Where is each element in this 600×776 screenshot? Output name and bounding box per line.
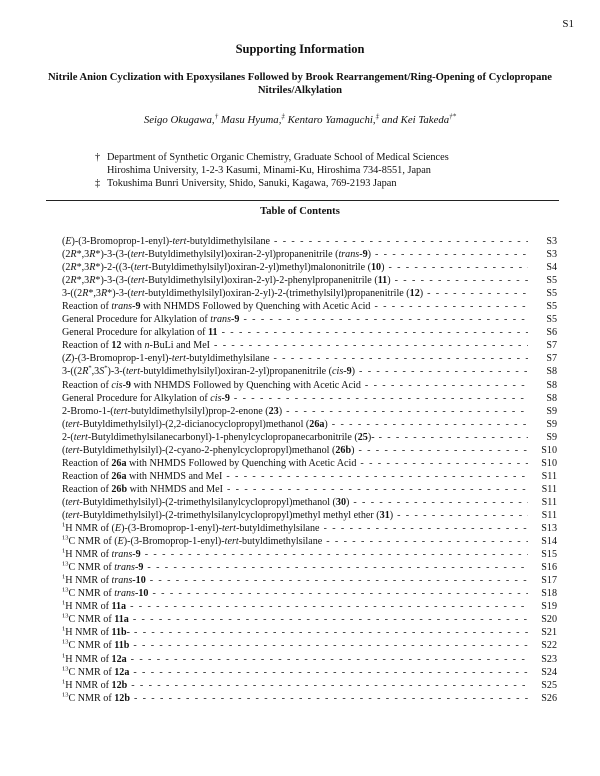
toc-entry-page: S21 — [541, 627, 557, 639]
toc-entry-label: General Procedure for alkylation of 11 — [62, 327, 218, 339]
toc-entry — [62, 418, 557, 431]
toc-entry-page: S13 — [541, 523, 557, 535]
toc-leader — [332, 418, 528, 431]
toc-entry-label: (Z)-(3-Bromoprop-1-enyl)-tert-butyldimethylsilane — [62, 353, 270, 365]
toc-leader — [131, 653, 528, 666]
toc-entry-page: S6 — [546, 327, 557, 339]
toc-entry-label: Reaction of cis-9 with NHMDS Followed by Quenching with Acetic Acid — [62, 379, 361, 391]
toc-leader — [358, 444, 528, 457]
toc-entry-label: $^{13}$C NMR of 12b — [62, 691, 130, 704]
toc-entry — [62, 679, 557, 692]
toc-leader — [274, 235, 528, 248]
toc-entry — [62, 587, 557, 600]
toc-entry-label: General Procedure for Alkylation of trans-9 — [62, 314, 240, 326]
toc-entry-label: $^1$H NMR of 11a — [62, 599, 127, 613]
toc-leader — [395, 274, 528, 287]
toc-entry — [62, 248, 557, 261]
toc-entry — [62, 365, 557, 378]
toc-entry-label: $^{13}$C NMR of 11b — [62, 639, 130, 652]
toc-leader — [427, 287, 528, 300]
toc-entry-label: 3-((2R*,3R*)-3-(tert-butyldimethylsilyl)oxiran-2-yl)-2-(trimethylsilyl)propanenitrile (12) — [62, 288, 424, 300]
toc-entry-page: S17 — [541, 575, 557, 587]
toc-leader — [365, 379, 528, 392]
toc-entry-page: S5 — [546, 288, 557, 300]
toc-leader — [147, 561, 528, 574]
toc-leader — [226, 470, 528, 483]
toc-leader — [286, 405, 528, 418]
toc-entry-label: $^{13}$C NMR of (E)-(3-Bromoprop-1-enyl)-tert-butyldimethylsilane — [62, 534, 323, 548]
toc-entry-label: $^1$H NMR of 12a — [62, 652, 127, 665]
toc-entry-label: (2R*,3R*)-3-(3-(tert-Butyldimethylsilyl)oxiran-2-yl)-2-phenylpropanenitrile (11) — [62, 275, 391, 287]
toc-entry-page: S7 — [546, 353, 557, 365]
toc-entry — [62, 352, 557, 365]
article-title: Nitrile Anion Cyclization with Epoxysilanes Followed by Brook Rearrangement/Ring-Opening of Cyclopropane Nitriles/Alkylation — [47, 72, 552, 96]
toc-entry-page: S10 — [541, 457, 557, 469]
toc-leader — [388, 261, 528, 274]
toc-entry-label: (tert-Butyldimethylsilyl)-(2-trimethylsilanylcyclopropyl)methyl methyl ether (31) — [62, 509, 394, 521]
toc-leader — [397, 509, 528, 522]
toc-entry-page: S18 — [541, 588, 557, 600]
toc-entry-page: S3 — [546, 249, 557, 261]
toc-entry-page: S11 — [541, 496, 557, 508]
toc-entry — [62, 287, 557, 300]
toc-leader — [152, 587, 528, 600]
toc-entry-page: S9 — [546, 405, 557, 417]
toc-entry-page: S5 — [546, 275, 557, 287]
toc-entry-page: S8 — [546, 392, 557, 404]
toc-entry — [62, 483, 557, 496]
toc-entry-page: S10 — [541, 444, 557, 456]
toc-entry — [62, 692, 557, 705]
author: and Kei Takeda†* — [381, 112, 457, 126]
toc-entry-page: S14 — [541, 536, 557, 548]
toc-entry — [62, 457, 557, 470]
toc-leader — [130, 600, 528, 613]
toc-leader — [359, 365, 528, 378]
toc-entry-label: Reaction of 26a with NHMDS and MeI — [62, 470, 223, 482]
affiliation: ‡ Tokushima Bunri University, Shido, Sanuki, Kagawa, 769-2193 Japan — [95, 178, 397, 189]
toc-leader — [214, 339, 528, 352]
toc-entry-label: 3-((2R*,3S*)-3-(tert-butyldimethylsilyl)oxiran-2-yl)propanenitrile (cis-9) — [62, 365, 356, 378]
toc-leader — [133, 666, 528, 679]
toc-entry — [62, 548, 557, 561]
toc-entry — [62, 574, 557, 587]
toc-entry-label: $^1$H NMR of 11b- — [62, 626, 131, 639]
toc-entry-label: (2R*,3R*)-3-(3-(tert-Butyldimethylsilyl)oxiran-2-yl)propanenitrile (trans-9) — [62, 249, 371, 261]
toc-entry — [62, 405, 557, 418]
author: Seigo Okugawa,† — [143, 112, 219, 126]
toc-entry-page: S16 — [541, 562, 557, 574]
toc-entry-label: $^1$H NMR of 12b — [62, 678, 128, 691]
toc-entry-label: 2-(tert-Butyldimethylsilanecarbonyl)-1-phenylcyclopropanecarbonitrile (25)- — [62, 431, 375, 443]
toc-entry-label: Reaction of 12 with n-BuLi and MeI — [62, 340, 211, 352]
toc-leader — [234, 392, 528, 405]
toc-leader — [374, 300, 528, 313]
toc-leader — [243, 313, 528, 326]
toc-entry-page: S23 — [541, 653, 557, 665]
toc-entry — [62, 261, 557, 274]
author-list — [0, 112, 600, 126]
toc-leader — [134, 626, 528, 639]
toc-entry — [62, 639, 557, 652]
toc-entry-page: S24 — [541, 666, 557, 678]
toc-entry — [62, 666, 557, 679]
toc-entry — [62, 613, 557, 626]
toc-entry — [62, 339, 557, 352]
toc-entry-label: $^{13}$C NMR of 11a — [62, 613, 129, 626]
toc-entry — [62, 496, 557, 509]
toc-entry-label: (tert-Butyldimethylsilyl)-(2,2-dicianocyclopropyl)methanol (26a) — [62, 418, 328, 430]
toc-entry-page: S25 — [541, 679, 557, 691]
toc-entry-label: 2-Bromo-1-(tert-butyldimethylsilyl)prop-2-enone (23) — [62, 405, 283, 417]
toc-entry-label: $^{13}$C NMR of trans-9 — [62, 560, 144, 574]
affiliation: † Department of Synthetic Organic Chemistry, Graduate School of Medical Sciences Hiroshima University, 1-2-3 Kasumi, Minami-Ku, Hiroshima 734-8551, Japan — [95, 152, 449, 176]
toc-leader — [273, 352, 528, 365]
toc-entry — [62, 535, 557, 548]
toc-entry-label: $^{13}$C NMR of 12a — [62, 665, 130, 678]
toc-entry-page: S26 — [541, 692, 557, 704]
toc-entry — [62, 431, 557, 444]
toc-heading: Table of Contents — [260, 206, 340, 217]
toc-leader — [375, 248, 528, 261]
toc-entry-label: Reaction of 26b with NHMDS and MeI — [62, 483, 223, 495]
toc-entry-label: $^1$H NMR of (E)-(3-Bromoprop-1-enyl)-tert-butyldimethylsilane — [62, 521, 320, 535]
toc-entry-page: S5 — [546, 301, 557, 313]
toc-entry-page: S3 — [546, 236, 557, 247]
toc-entry — [62, 470, 557, 483]
toc-entry — [62, 600, 557, 613]
divider — [46, 200, 559, 201]
author: Masu Hyuma,‡ — [220, 112, 285, 126]
table-of-contents — [62, 235, 557, 705]
toc-leader — [133, 639, 528, 652]
toc-entry-page: S8 — [546, 366, 557, 378]
toc-entry — [62, 300, 557, 313]
toc-entry — [62, 509, 557, 522]
toc-entry — [62, 313, 557, 326]
toc-entry-page: S9 — [546, 418, 557, 430]
toc-entry-label: $^1$H NMR of trans-9 — [62, 547, 141, 561]
toc-entry — [62, 392, 557, 405]
toc-entry-page: S20 — [541, 614, 557, 626]
author: Kentaro Yamaguchi,‡ — [287, 112, 380, 126]
page-number: S1 — [562, 18, 574, 30]
toc-entry-label: (2R*,3R*)-2-((3-(tert-Butyldimethylsilyl)oxiran-2-yl)methyl)malononitrile (10) — [62, 262, 385, 274]
document-title: Supporting Information — [235, 42, 365, 56]
toc-leader — [131, 679, 528, 692]
affiliations — [95, 151, 555, 190]
toc-entry — [62, 274, 557, 287]
toc-entry-label: (tert-Butyldimethylsilyl)-(2-cyano-2-phenylcyclopropyl)methanol (26b) — [62, 444, 355, 456]
toc-entry — [62, 326, 557, 339]
toc-leader — [150, 574, 528, 587]
toc-entry-page: S11 — [541, 509, 557, 521]
toc-leader — [326, 535, 528, 548]
toc-leader — [145, 548, 528, 561]
toc-entry-page: S9 — [546, 431, 557, 443]
toc-entry — [62, 626, 557, 639]
toc-entry-page: S4 — [546, 262, 557, 274]
toc-leader — [134, 692, 528, 705]
toc-entry — [62, 444, 557, 457]
toc-entry-label: (E)-(3-Bromoprop-1-enyl)-tert-butyldimethylsilane — [62, 236, 271, 247]
toc-entry — [62, 653, 557, 666]
toc-leader — [353, 496, 528, 509]
toc-entry-label: (tert-Butyldimethylsilyl)-(2-trimethylsilanylcyclopropyl)methanol (30) — [62, 496, 350, 508]
toc-entry-page: S15 — [541, 549, 557, 561]
toc-entry-label: $^{13}$C NMR of trans-10 — [62, 586, 149, 600]
toc-entry-page: S19 — [541, 601, 557, 613]
toc-entry-page: S7 — [546, 340, 557, 352]
toc-leader — [222, 326, 528, 339]
toc-leader — [324, 522, 528, 535]
toc-leader — [133, 613, 528, 626]
toc-entry-page: S11 — [541, 483, 557, 495]
toc-leader — [360, 457, 528, 470]
toc-entry-page: S22 — [541, 640, 557, 652]
toc-entry-label: $^1$H NMR of trans-10 — [62, 573, 146, 587]
toc-entry-label: Reaction of 26a with NHMDS Followed by Quenching with Acetic Acid — [62, 457, 357, 469]
toc-entry — [62, 235, 557, 248]
toc-entry — [62, 561, 557, 574]
toc-entry — [62, 522, 557, 535]
toc-entry-page: S8 — [546, 379, 557, 391]
toc-entry-page: S11 — [541, 470, 557, 482]
toc-leader — [379, 431, 528, 444]
toc-entry-label: Reaction of trans-9 with NHMDS Followed by Quenching with Acetic Acid — [62, 301, 371, 313]
toc-leader — [227, 483, 528, 496]
toc-entry-page: S5 — [546, 314, 557, 326]
toc-entry — [62, 379, 557, 392]
toc-entry-label: General Procedure for Alkylation of cis-9 — [62, 392, 230, 404]
